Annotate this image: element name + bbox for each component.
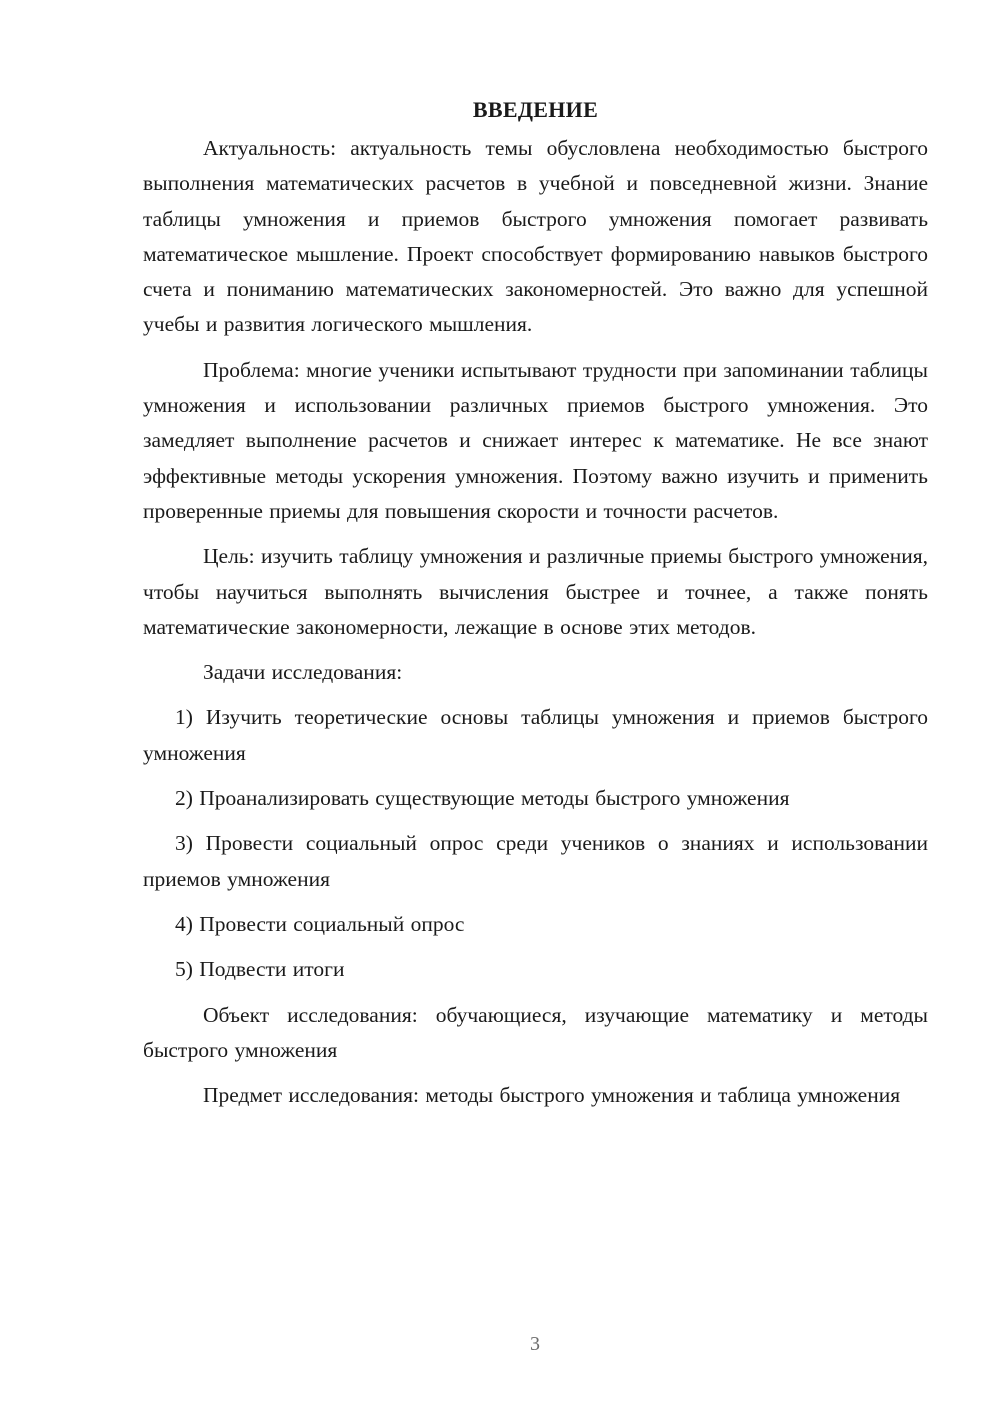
object-paragraph: Объект исследования: обучающиеся, изучающие математику и методы быстрого умножения xyxy=(143,1002,928,1062)
goal-paragraph: Цель: изучить таблицу умножения и различные приемы быстрого умножения, чтобы научиться выполнять вычисления быстрее и точнее, а также понять математические закономерности, лежащие в основе этих методов. xyxy=(143,544,928,639)
subject-paragraph: Предмет исследования: методы быстрого умножения и таблица умножения xyxy=(203,1083,901,1108)
task-item-2: 2) Проанализировать существующие методы быстрого умножения xyxy=(175,786,790,811)
document-title: ВВЕДЕНИЕ xyxy=(472,97,599,122)
task-item-1: 1) Изучить теоретические основы таблицы умножения и приемов быстрого умножения xyxy=(143,705,928,765)
task-item-5: 5) Подвести итоги xyxy=(175,957,345,982)
relevance-paragraph: Актуальность: актуальность темы обусловлена необходимостью быстрого выполнения математических расчетов в учебной и повседневной жизни. Знание таблицы умножения и приемов быстрого умножения помогает развивать математическое мышление. Проект способствует формированию навыков быстрого счета и пониманию математических закономерностей. Это важно для успешной учебы и развития логического мышления. xyxy=(143,136,928,337)
tasks-list xyxy=(143,700,928,987)
document-page xyxy=(143,92,928,1123)
task-item-3: 3) Провести социальный опрос среди учеников о знаниях и использовании приемов умножения xyxy=(143,831,928,891)
task-item-4: 4) Провести социальный опрос xyxy=(175,911,465,936)
problem-paragraph: Проблема: многие ученики испытывают трудности при запоминании таблицы умножения и использовании различных приемов быстрого умножения. Это замедляет выполнение расчетов и снижает интерес к математике. Не все знают эффективные методы ускорения умножения. Поэтому важно изучить и применить проверенные приемы для повышения скорости и точности расчетов. xyxy=(143,357,928,523)
page-number: 3 xyxy=(530,1333,540,1355)
tasks-heading: Задачи исследования: xyxy=(203,660,403,685)
